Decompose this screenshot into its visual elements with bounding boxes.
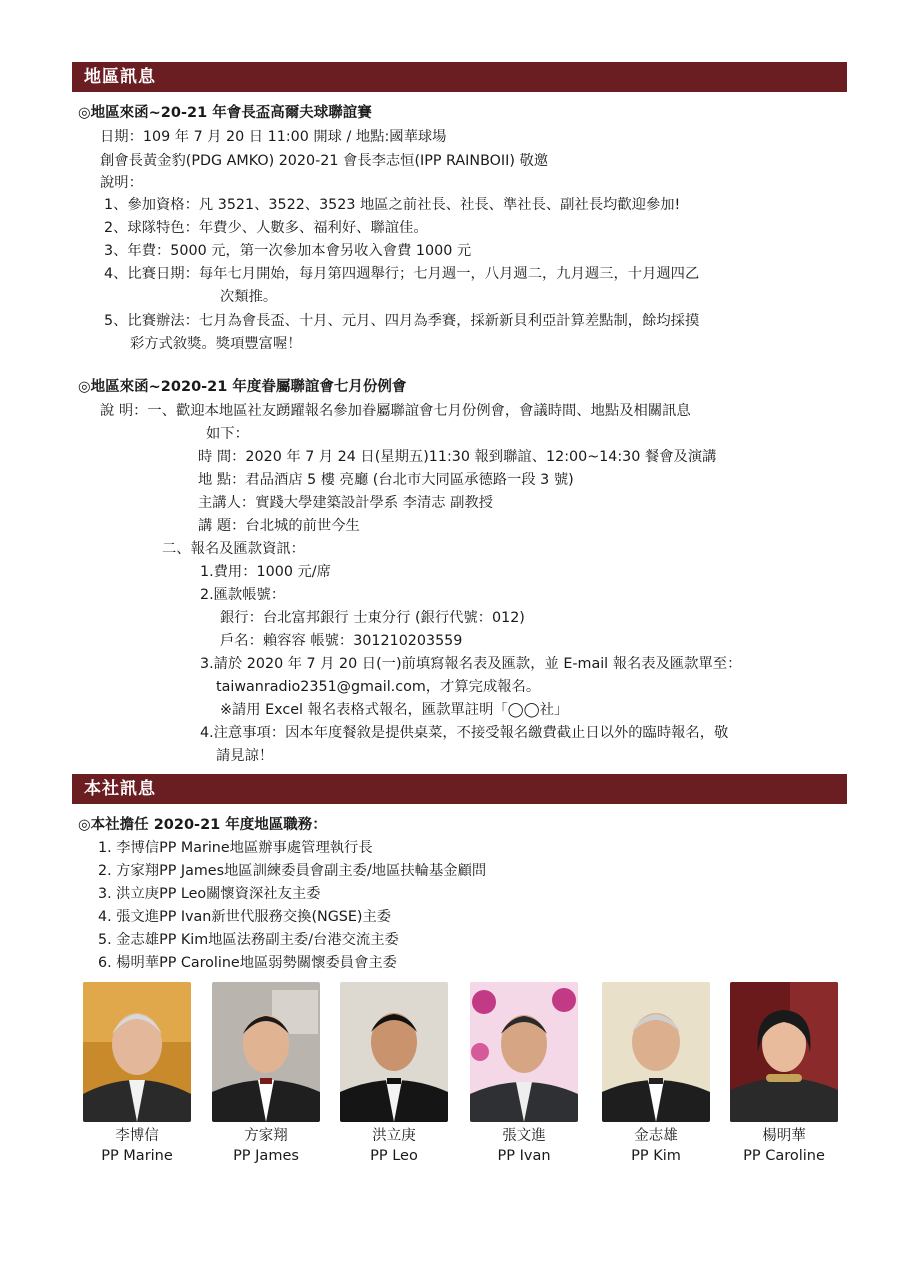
portrait-photo (212, 982, 320, 1122)
family-line: 1.費用：1000 元/席 (200, 564, 331, 580)
portrait-photo (340, 982, 448, 1122)
person-title: PP Caroline (743, 1148, 825, 1164)
family-email: taiwanradio2351@gmail.com，才算完成報名。 (216, 679, 541, 695)
golf-item: 2、球隊特色：年費少、人數多、福利好、聯誼佳。 (104, 220, 428, 236)
person-caption (459, 1126, 589, 1166)
person-name: 楊明華 (762, 1128, 806, 1144)
role-item: 2. 方家翔PP James地區訓練委員會副主委/地區扶輪基金顧問 (98, 863, 487, 879)
role-item: 3. 洪立庚PP Leo關懷資深社友主委 (98, 886, 321, 902)
golf-note-label: 說明： (100, 175, 143, 191)
family-line: 4.注意事項：因本年度餐敘是提供桌菜，不接受報名繳費截止日以外的臨時報名，敬 (200, 725, 729, 741)
person-caption (719, 1126, 849, 1166)
role-item: 5. 金志雄PP Kim地區法務副主委/台港交流主委 (98, 932, 399, 948)
portrait-photo (602, 982, 710, 1122)
family-line: 戶名：賴容容 帳號：301210203559 (220, 633, 463, 649)
golf-item-cont: 次類推。 (220, 289, 278, 305)
person-name: 李博信 (115, 1128, 159, 1144)
portrait-photo (730, 982, 838, 1122)
family-line: 銀行：台北富邦銀行 士東分行 (銀行代號：012) (220, 610, 525, 626)
family-line: 3.請於 2020 年 7 月 20 日(一)前填寫報名表及匯款，並 E-mail 報名表及匯款單至： (200, 656, 742, 672)
section-header-club: 本社訊息 (72, 774, 847, 804)
person-name: 洪立庚 (372, 1128, 416, 1144)
family-line: 2.匯款帳號： (200, 587, 286, 603)
golf-item: 1、參加資格：凡 3521、3522、3523 地區之前社長、社長、準社長、副社長均歡迎參加! (104, 197, 681, 213)
family-line: 如下： (206, 426, 249, 442)
section-header-district: 地區訊息 (72, 62, 847, 92)
golf-title: ◎地區來函~20-21 年會長盃高爾夫球聯誼賽 (78, 105, 372, 121)
person-name: 方家翔 (244, 1128, 288, 1144)
family-line: 主講人：實踐大學建築設計學系 李清志 副教授 (198, 495, 494, 511)
family-line: 二、報名及匯款資訊： (162, 541, 305, 557)
person-title: PP Ivan (497, 1148, 551, 1164)
role-item: 1. 李博信PP Marine地區辦事處管理執行長 (98, 840, 373, 856)
family-line: 講 題：台北城的前世今生 (198, 518, 360, 534)
family-line: 說 明：一、歡迎本地區社友踴躍報名參加眷屬聯誼會七月份例會，會議時間、地點及相關訊息 (100, 403, 691, 419)
golf-item: 5、比賽辦法：七月為會長盃、十月、元月、四月為季賽，採新新貝利亞計算差點制，餘均採摸 (104, 313, 700, 329)
person-name: 張文進 (502, 1128, 546, 1144)
family-title: ◎地區來函~2020-21 年度眷屬聯誼會七月份例會 (78, 379, 407, 395)
person-title: PP Kim (631, 1148, 681, 1164)
role-item: 6. 楊明華PP Caroline地區弱勢關懷委員會主委 (98, 955, 397, 971)
golf-item: 3、年費：5000 元，第一次參加本會另收入會費 1000 元 (104, 243, 472, 259)
golf-item: 4、比賽日期：每年七月開始，每月第四週舉行；七月週一，八月週二，九月週三，十月週四乙 (104, 266, 700, 282)
roles-title: ◎本社擔任 2020-21 年度地區職務： (78, 817, 327, 833)
person-title: PP James (233, 1148, 299, 1164)
person-title: PP Marine (101, 1148, 173, 1164)
family-line: 地 點：君品酒店 5 樓 亮廳 (台北市大同區承德路一段 3 號) (198, 472, 574, 488)
person-caption (72, 1126, 202, 1166)
golf-date: 日期：109 年 7 月 20 日 11:00 開球 / 地點:國華球場 (100, 129, 447, 145)
golf-host: 創會長黃金豹(PDG AMKO) 2020-21 會長李志恒(IPP RAINBOII) 敬邀 (100, 153, 549, 169)
golf-item-cont: 彩方式敘獎。獎項豐富喔！ (130, 336, 302, 352)
portrait-photo (470, 982, 578, 1122)
portrait-photo (83, 982, 191, 1122)
family-line: 時 間：2020 年 7 月 24 日(星期五)11:30 報到聯誼、12:00~14:30 餐會及演講 (198, 449, 717, 465)
family-line: ※請用 Excel 報名表格式報名，匯款單註明「◯◯社」 (220, 702, 569, 718)
person-title: PP Leo (370, 1148, 418, 1164)
person-name: 金志雄 (634, 1128, 678, 1144)
person-caption (329, 1126, 459, 1166)
person-caption (591, 1126, 721, 1166)
family-line: 請見諒！ (216, 748, 274, 764)
person-caption (201, 1126, 331, 1166)
role-item: 4. 張文進PP Ivan新世代服務交換(NGSE)主委 (98, 909, 392, 925)
